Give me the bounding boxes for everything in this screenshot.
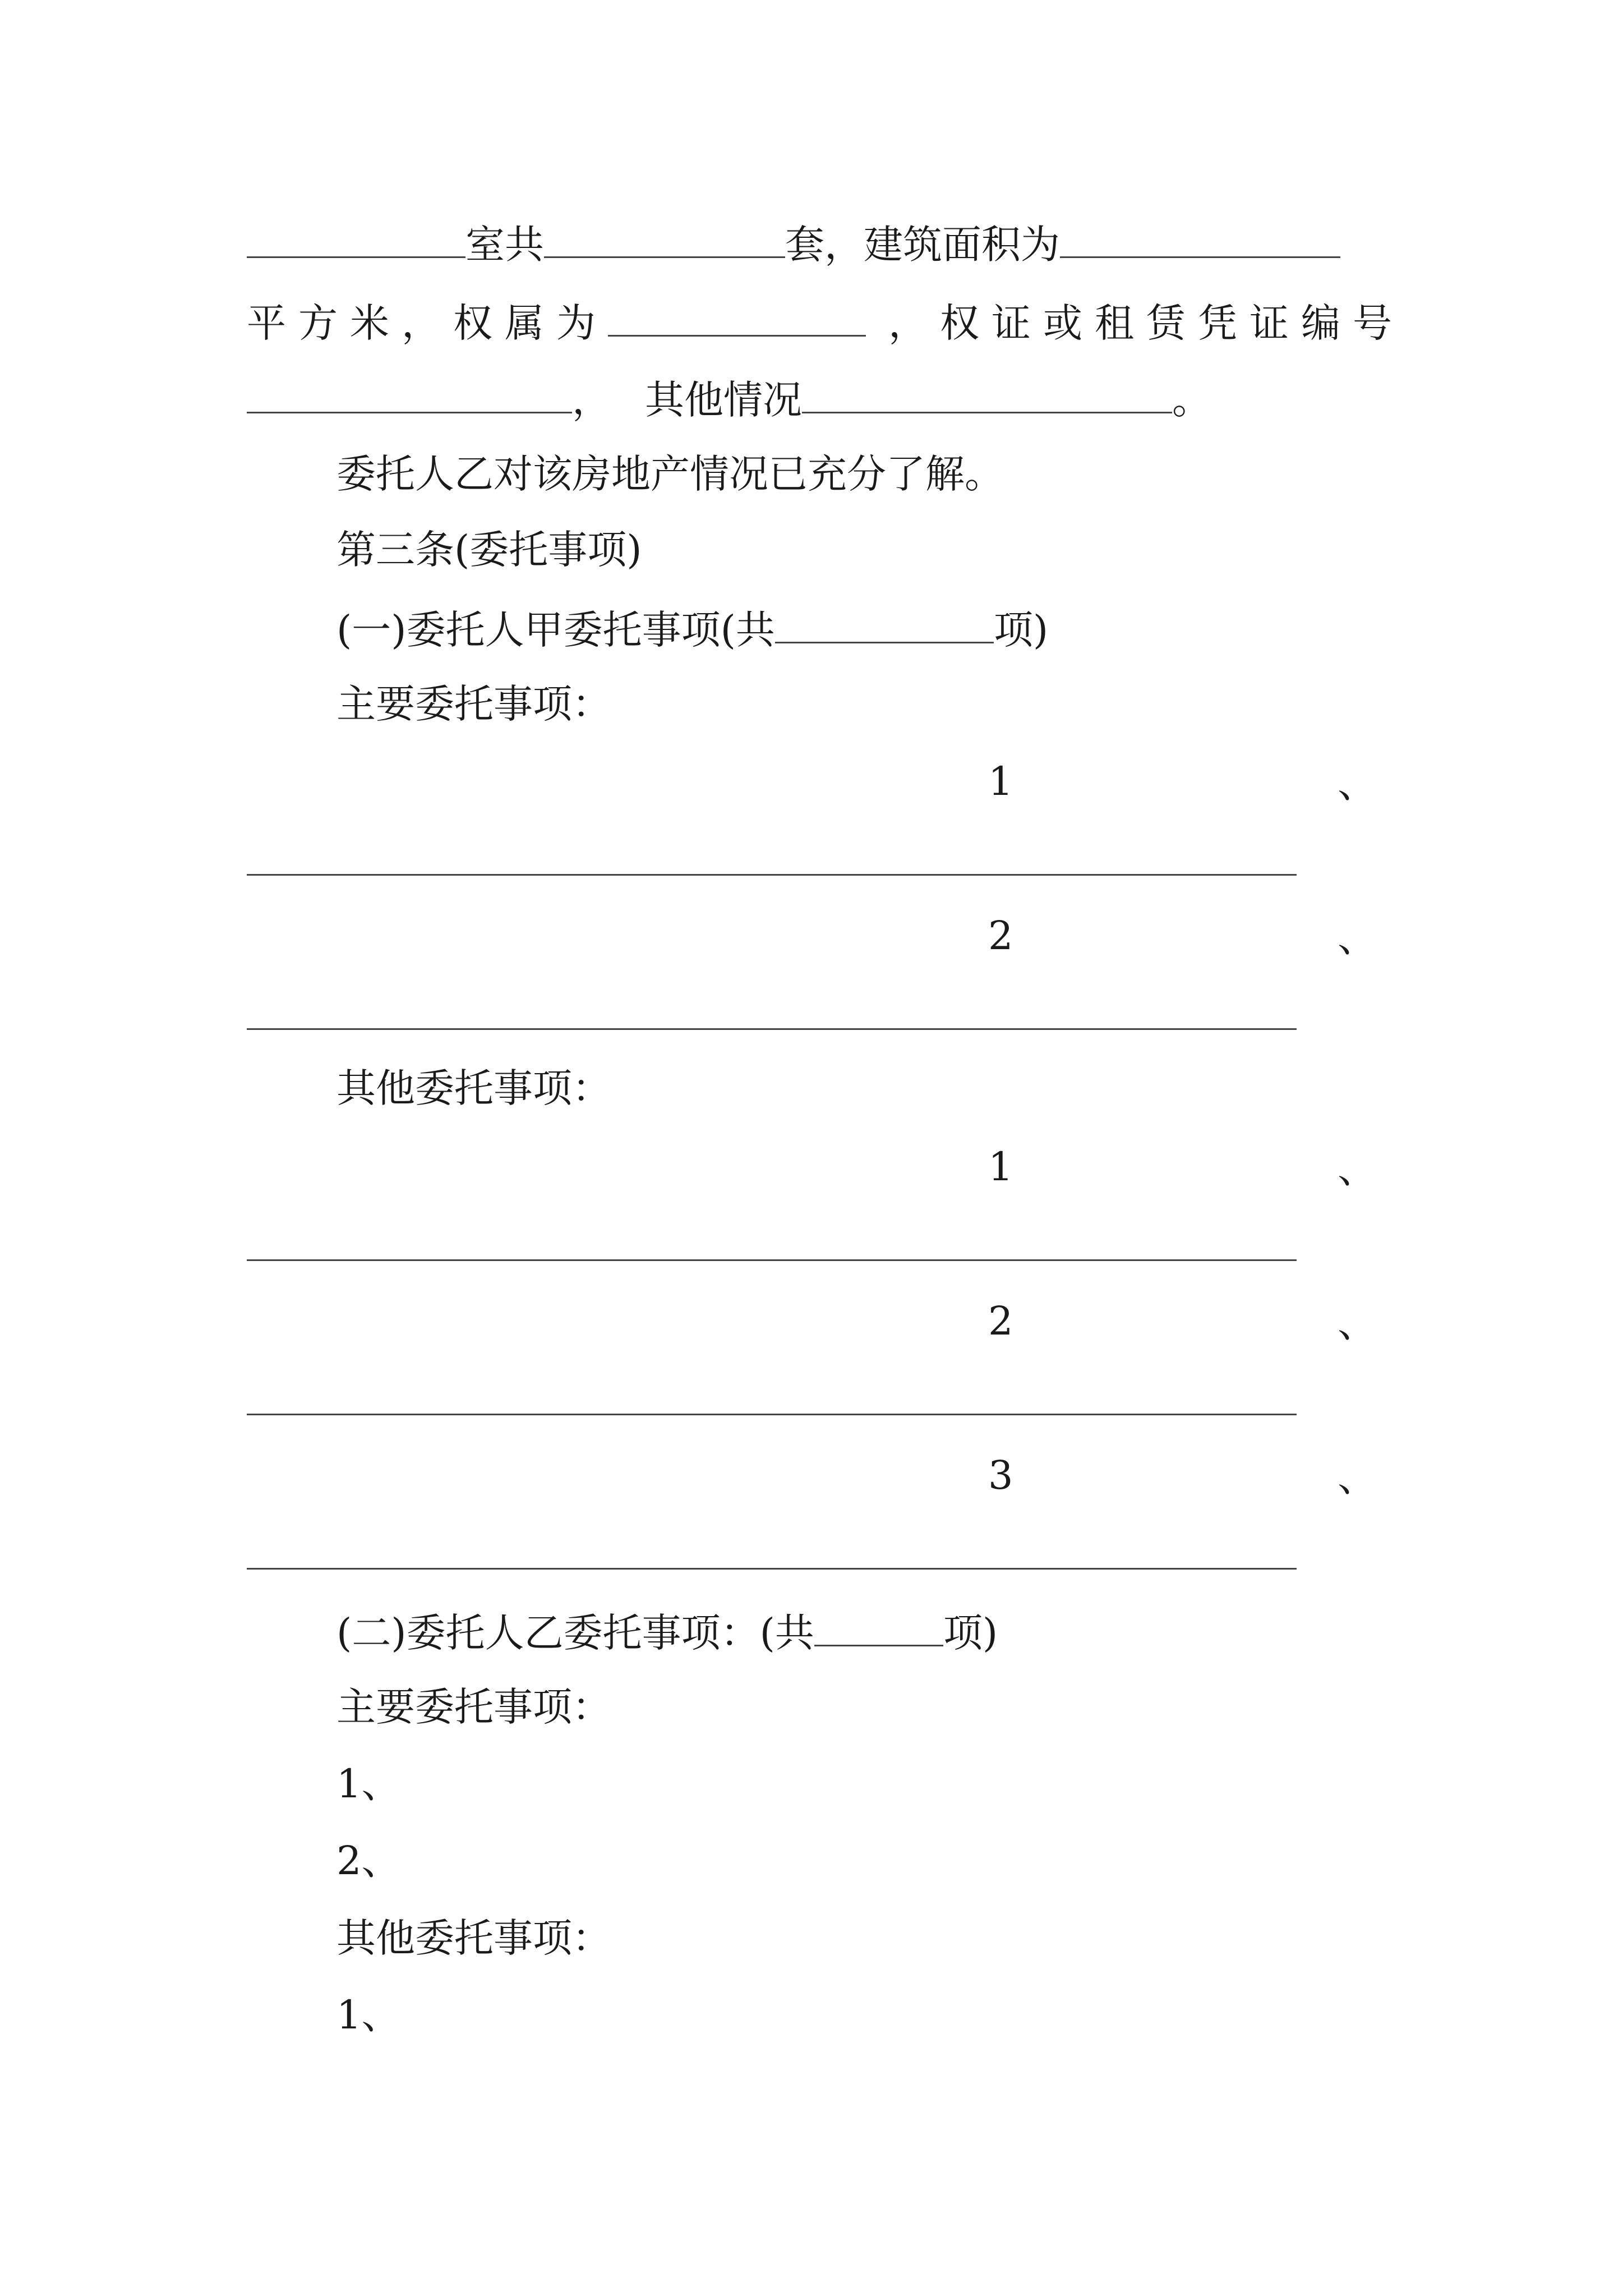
- party-a-other-item-2-line[interactable]: [247, 1414, 1297, 1415]
- party-a-other-item-2-separator: 、: [1338, 1300, 1377, 1346]
- party-b-other-label: 其他委托事项：: [336, 1915, 611, 1961]
- party-b-other-item-1: 1、: [336, 1992, 401, 2038]
- blank-unit-count[interactable]: [544, 222, 785, 258]
- blank-party-b-count[interactable]: [814, 1610, 943, 1646]
- party-a-main-item-2-separator: 、: [1338, 915, 1377, 961]
- party-a-other-item-2-number: 2: [988, 1298, 1013, 1344]
- party-b-main-label: 主要委托事项：: [336, 1684, 611, 1730]
- party-b-heading-suffix: 项): [943, 1610, 998, 1656]
- area-label: 套，建筑面积为: [785, 222, 1060, 268]
- party-a-other-item-3-line[interactable]: [247, 1568, 1297, 1570]
- party-a-main-item-2-line[interactable]: [247, 1028, 1297, 1030]
- blank-other-situation[interactable]: [802, 377, 1172, 413]
- property-line-2: [247, 300, 1404, 346]
- party-a-main-item-2-number: 2: [988, 913, 1013, 959]
- party-b-heading-text: (二)委托人乙委托事项：(共: [336, 1610, 814, 1656]
- party-a-heading: [336, 607, 1049, 653]
- party-a-main-label: 主要委托事项：: [336, 681, 611, 727]
- blank-party-a-count[interactable]: [775, 607, 994, 643]
- ownership-label: 平方米，权属为: [247, 300, 608, 346]
- paragraph-understood: 委托人乙对该房地产情况已充分了解。: [336, 451, 1004, 497]
- party-a-heading-suffix: 项): [993, 607, 1049, 653]
- party-a-main-item-1-line[interactable]: [247, 874, 1297, 876]
- party-a-other-label: 其他委托事项：: [336, 1065, 611, 1111]
- blank-ownership[interactable]: [608, 300, 866, 337]
- party-b-heading: [336, 1610, 998, 1656]
- party-b-main-item-1: 1、: [336, 1761, 401, 1807]
- party-a-other-item-1-separator: 、: [1338, 1146, 1377, 1192]
- party-a-main-item-1-number: 1: [988, 758, 1013, 804]
- comma-label: ，: [572, 377, 611, 423]
- property-line-1: [247, 222, 1340, 268]
- party-a-main-item-1-separator: 、: [1338, 761, 1377, 807]
- period-label: 。: [1172, 377, 1211, 423]
- property-line-3: [247, 377, 1211, 423]
- party-a-other-item-3-separator: 、: [1338, 1455, 1377, 1501]
- blank-room-count[interactable]: [247, 222, 465, 258]
- other-situation-label: 其他情况: [645, 377, 802, 423]
- article-three-heading: 第三条(委托事项): [336, 527, 642, 573]
- blank-certificate-number[interactable]: [247, 377, 572, 413]
- party-b-main-item-2: 2、: [336, 1838, 401, 1884]
- party-a-heading-text: (一)委托人甲委托事项(共: [336, 607, 775, 653]
- blank-building-area[interactable]: [1060, 222, 1340, 258]
- party-a-other-item-1-number: 1: [988, 1144, 1013, 1190]
- certificate-label: ，权证或租赁凭证编号: [888, 300, 1404, 346]
- room-label: 室共: [465, 222, 544, 268]
- party-a-other-item-3-number: 3: [988, 1452, 1013, 1498]
- party-a-other-item-1-line[interactable]: [247, 1259, 1297, 1261]
